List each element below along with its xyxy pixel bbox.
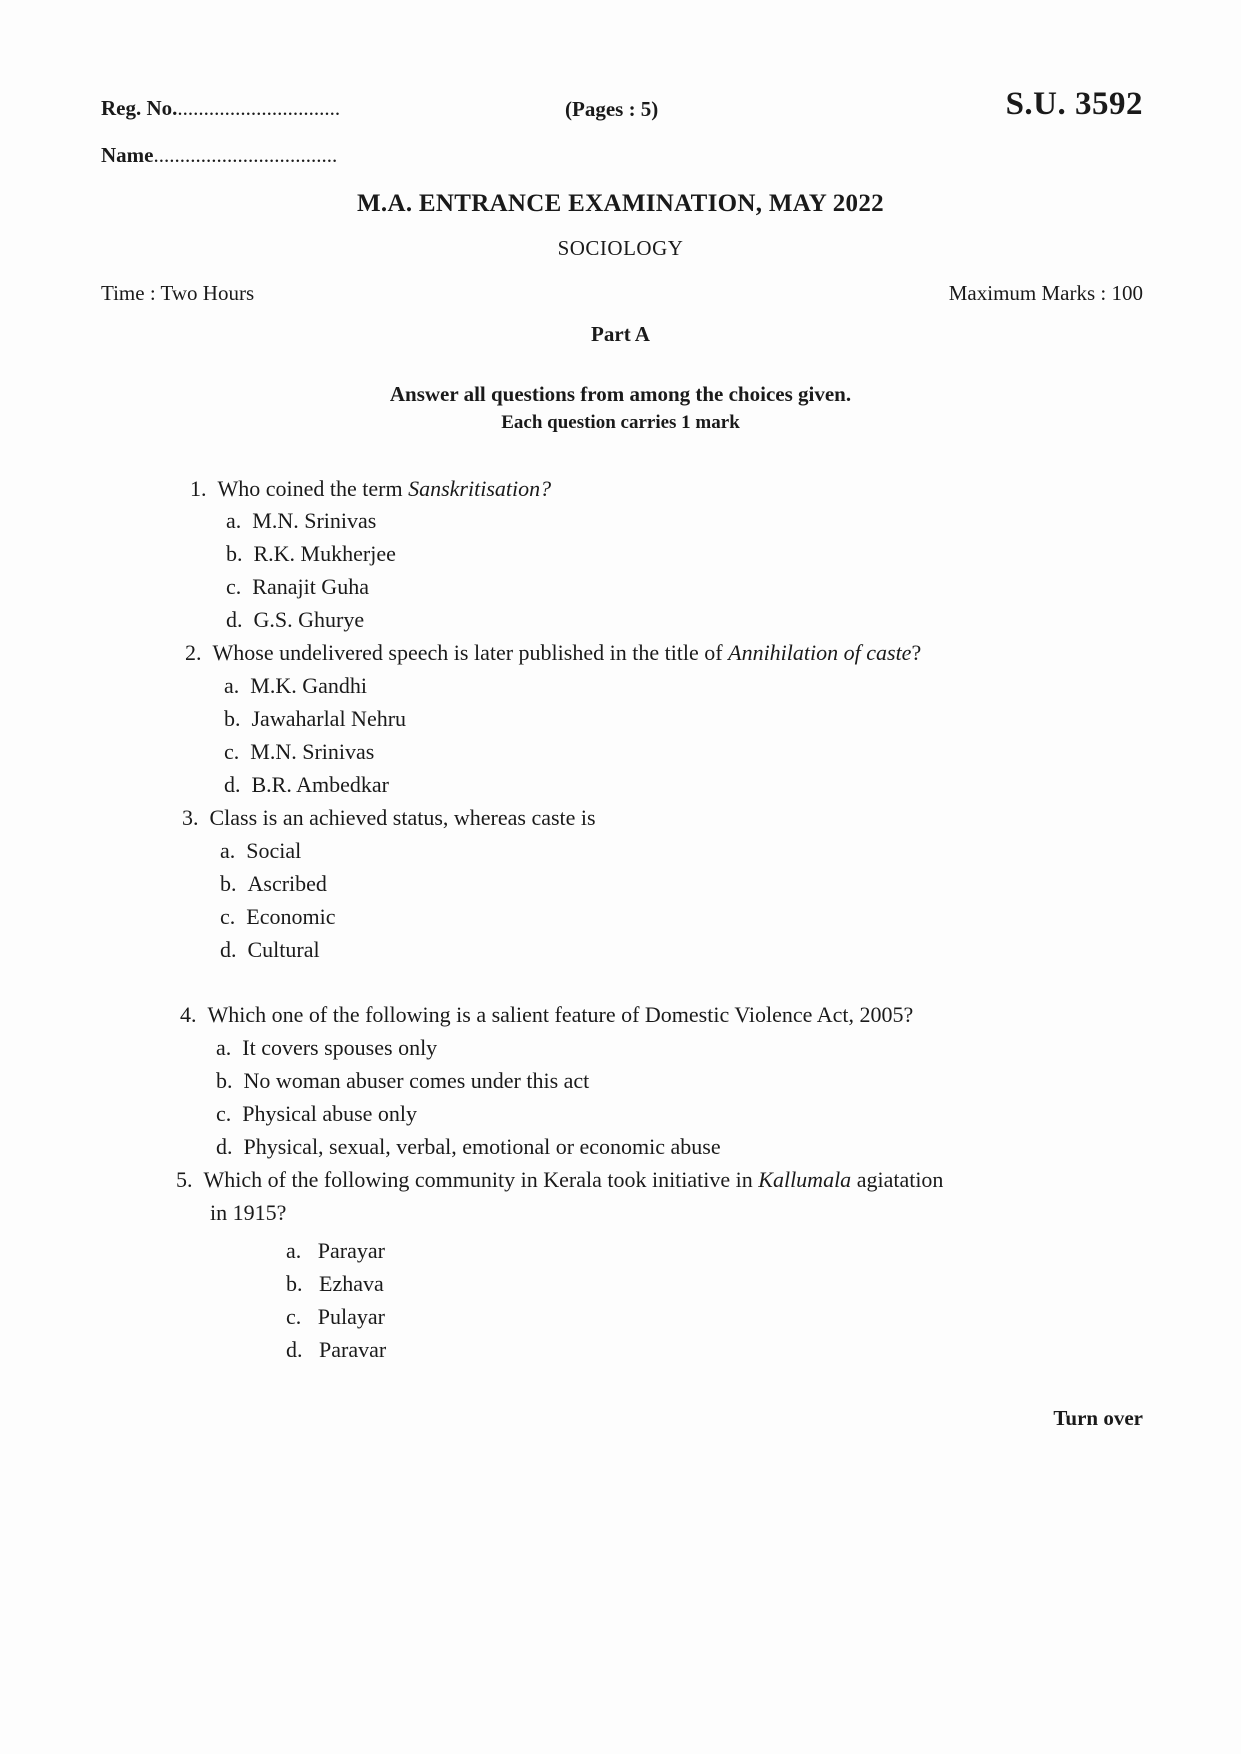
- option-letter: b.: [286, 1271, 303, 1296]
- option-text: Social: [246, 838, 302, 863]
- option-text: Ezhava: [319, 1271, 384, 1296]
- option-letter: d.: [224, 772, 241, 797]
- exam-title: M.A. ENTRANCE EXAMINATION, MAY 2022: [357, 190, 884, 217]
- option-3d: [220, 937, 320, 963]
- option-text: B.R. Ambedkar: [251, 772, 389, 797]
- question-number: 2.: [185, 640, 202, 665]
- max-marks: Maximum Marks : 100: [948, 281, 1143, 305]
- option-letter: a.: [286, 1238, 302, 1263]
- option-letter: a.: [220, 838, 236, 863]
- instruction-line-1: Answer all questions from among the choices given.: [389, 382, 852, 406]
- question-2: [185, 640, 921, 666]
- question-5-line-2: in 1915?: [210, 1200, 287, 1225]
- name-dots: ...................................: [153, 143, 338, 167]
- option-5b: [286, 1271, 384, 1297]
- question-number: 5.: [176, 1167, 193, 1192]
- option-letter: d.: [216, 1134, 233, 1159]
- question-text-end: ?: [911, 640, 922, 665]
- paper-code: S.U. 3592: [1005, 86, 1143, 122]
- option-1b: [226, 541, 396, 567]
- option-3b: [220, 871, 327, 897]
- option-text: No woman abuser comes under this act: [243, 1068, 590, 1093]
- part-heading: Part A: [591, 322, 650, 346]
- option-3c: [220, 904, 335, 930]
- option-text: M.N. Srinivas: [252, 508, 377, 533]
- option-1c: [226, 574, 369, 600]
- instruction-line-2: Each question carries 1 mark: [501, 412, 740, 433]
- option-5a: [286, 1238, 385, 1264]
- question-number: 4.: [180, 1002, 197, 1027]
- question-1: [190, 476, 551, 502]
- question-text-italic: Sanskritisation?: [408, 476, 552, 501]
- option-2c: [224, 739, 374, 765]
- question-text: Whose undelivered speech is later published in the title of: [212, 640, 729, 665]
- question-number: 3.: [182, 805, 199, 830]
- option-text: It covers spouses only: [242, 1035, 438, 1060]
- option-4d: [216, 1134, 721, 1160]
- question-3: [182, 805, 596, 831]
- option-1a: [226, 508, 376, 534]
- option-text: Paravar: [319, 1337, 387, 1362]
- option-4c: [216, 1101, 417, 1127]
- question-text: Which one of the following is a salient feature of Domestic Violence Act, 2005?: [207, 1002, 914, 1027]
- page-count: (Pages : 5): [565, 97, 659, 121]
- question-number: 1.: [190, 476, 207, 501]
- option-letter: b.: [224, 706, 241, 731]
- option-text: M.K. Gandhi: [250, 673, 367, 698]
- option-letter: c.: [286, 1304, 302, 1329]
- option-letter: d.: [286, 1337, 303, 1362]
- question-text: Which of the following community in Kerala took initiative in: [203, 1167, 759, 1192]
- option-letter: c.: [226, 574, 242, 599]
- reg-no-text: Reg. No.: [101, 96, 178, 120]
- option-text: Ranajit Guha: [252, 574, 369, 599]
- option-5d: [286, 1337, 386, 1363]
- option-2d: [224, 772, 389, 798]
- option-4b: [216, 1068, 589, 1094]
- option-text: Jawaharlal Nehru: [251, 706, 407, 731]
- turn-over-note: Turn over: [1053, 1406, 1143, 1430]
- option-text: Economic: [246, 904, 336, 929]
- question-text: Who coined the term: [217, 476, 409, 501]
- question-text-italic: Annihilation of caste: [728, 640, 912, 665]
- exam-time: Time : Two Hours: [101, 281, 255, 305]
- option-letter: c.: [216, 1101, 232, 1126]
- option-letter: a.: [224, 673, 240, 698]
- option-letter: d.: [220, 937, 237, 962]
- option-letter: d.: [226, 607, 243, 632]
- question-4: [180, 1002, 913, 1028]
- option-letter: a.: [216, 1035, 232, 1060]
- option-letter: a.: [226, 508, 242, 533]
- option-text: Parayar: [317, 1238, 385, 1263]
- option-text: M.N. Srinivas: [250, 739, 375, 764]
- option-letter: b.: [220, 871, 237, 896]
- option-letter: b.: [226, 541, 243, 566]
- question-text-end: agiatation: [851, 1167, 944, 1192]
- option-2b: [224, 706, 406, 732]
- option-text: Physical, sexual, verbal, emotional or economic abuse: [243, 1134, 721, 1159]
- option-text: Physical abuse only: [242, 1101, 418, 1126]
- option-letter: b.: [216, 1068, 233, 1093]
- exam-subject: SOCIOLOGY: [557, 236, 684, 260]
- question-text: Class is an achieved status, whereas caste is: [209, 805, 596, 830]
- question-5: [176, 1167, 943, 1193]
- option-letter: c.: [224, 739, 240, 764]
- question-text-italic: Kallumala: [758, 1167, 852, 1192]
- name-text: Name: [101, 143, 154, 167]
- option-1d: [226, 607, 364, 633]
- reg-no-label: [101, 96, 340, 121]
- option-4a: [216, 1035, 437, 1061]
- option-text: Ascribed: [247, 871, 327, 896]
- option-3a: [220, 838, 301, 864]
- option-5c: [286, 1304, 385, 1330]
- option-letter: c.: [220, 904, 236, 929]
- option-text: G.S. Ghurye: [253, 607, 365, 632]
- name-label: [101, 143, 337, 168]
- option-2a: [224, 673, 367, 699]
- reg-no-dots: ...............................: [177, 96, 341, 120]
- option-text: Cultural: [247, 937, 320, 962]
- option-text: R.K. Mukherjee: [253, 541, 396, 566]
- option-text: Pulayar: [317, 1304, 385, 1329]
